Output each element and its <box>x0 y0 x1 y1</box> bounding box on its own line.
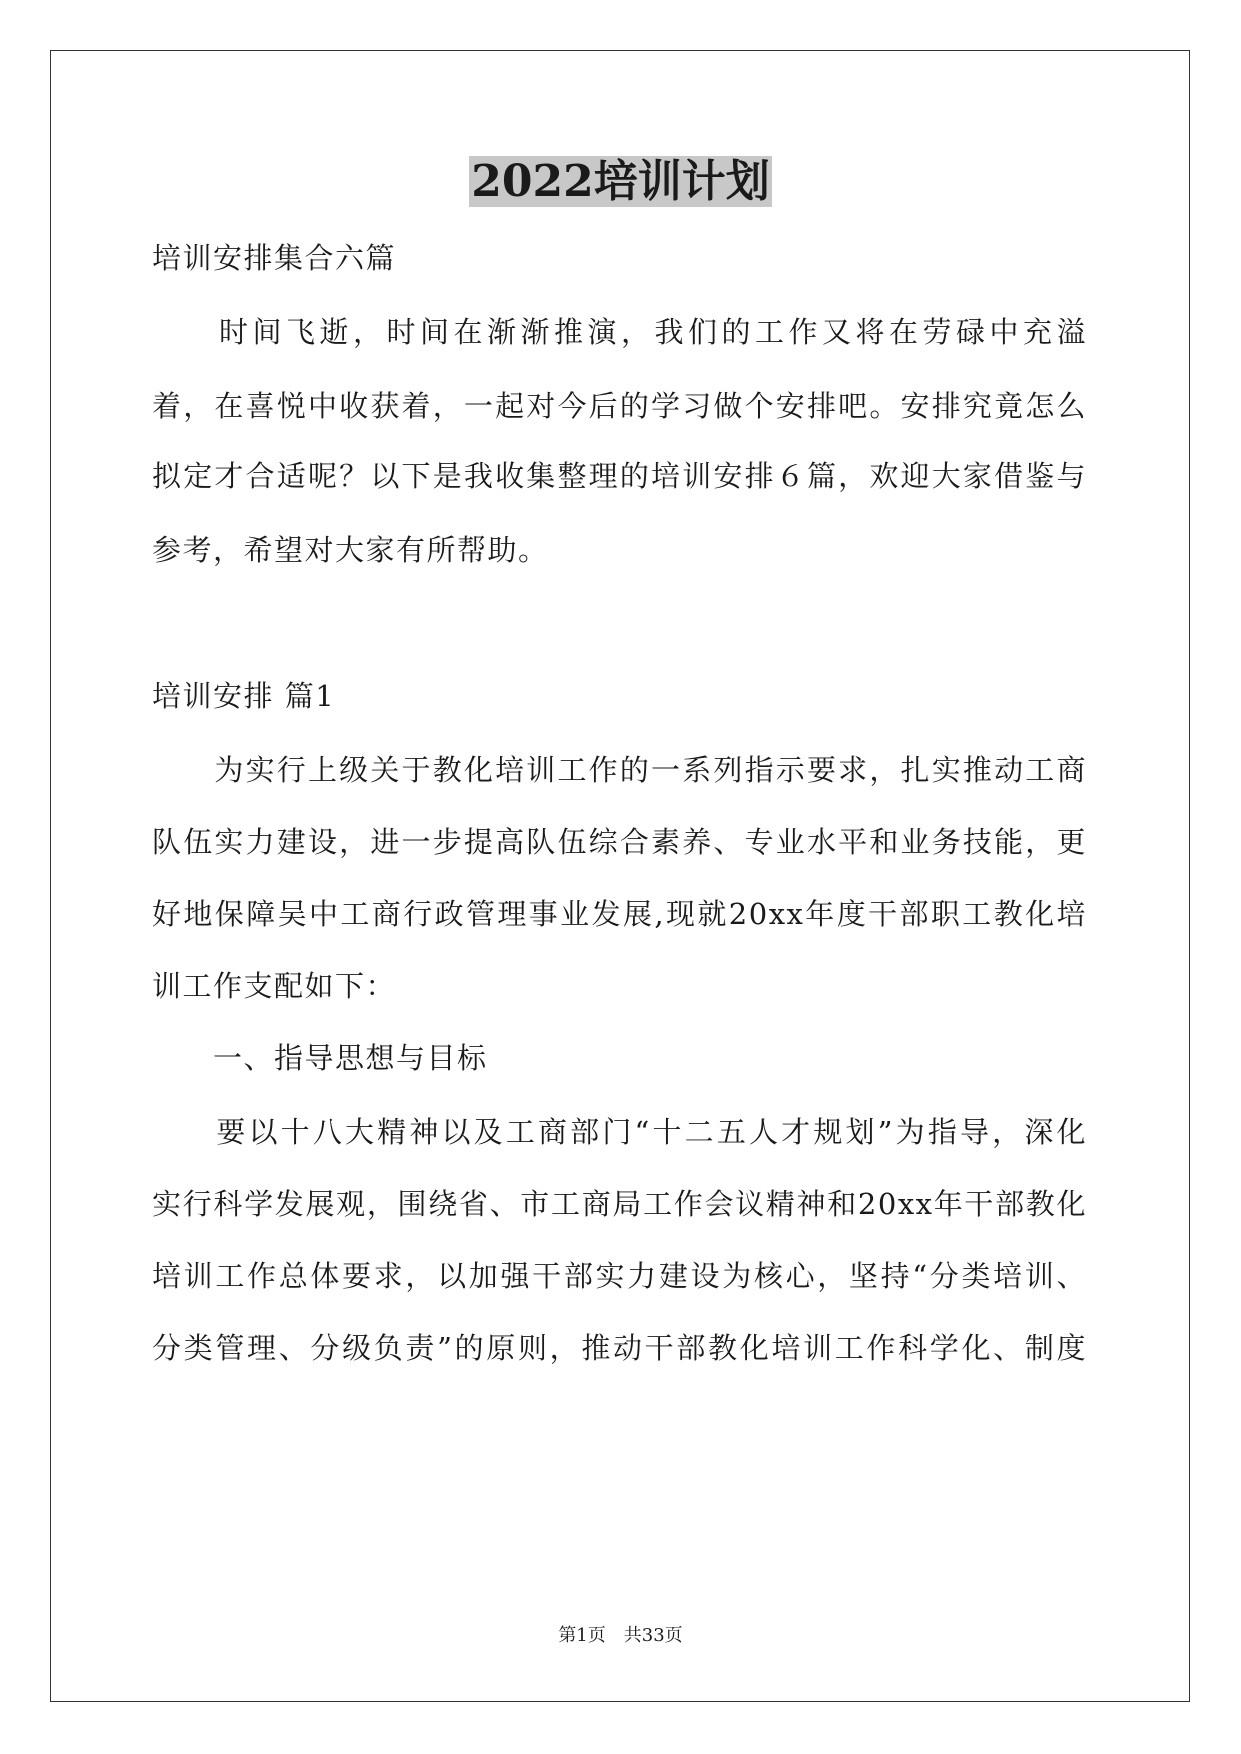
intro-line-2: 着，在喜悦中收获着，一起对今后的学习做个安排吧。安排究竟怎么 <box>152 389 1087 423</box>
document-title-text: 2022培训计划 <box>471 156 770 207</box>
section-line-4: 训工作支配如下： <box>152 969 397 1003</box>
section-line-9: 分类管理、分级负责”的原则，推动干部教化培训工作科学化、制度 <box>152 1331 1087 1365</box>
page-frame <box>50 50 1190 1702</box>
section-subheading-1: 一、指导思想与目标 <box>152 1041 488 1075</box>
section-line-1: 为实行上级关于教化培训工作的一系列指示要求，扎实推动工商 <box>152 753 1087 787</box>
intro-line-4: 参考，希望对大家有所帮助。 <box>152 533 549 567</box>
section-line-6: 要以十八大精神以及工商部门“十二五人才规划”为指导，深化 <box>152 1115 1087 1149</box>
section-line-8: 培训工作总体要求，以加强干部实力建设为核心，坚持“分类培训、 <box>152 1259 1087 1293</box>
intro-line-1: 时间飞逝，时间在渐渐推演，我们的工作又将在劳碌中充溢 <box>152 315 1087 349</box>
intro-line-3: 拟定才合适呢？以下是我收集整理的培训安排６篇，欢迎大家借鉴与 <box>152 459 1087 493</box>
page-footer: 第1页 共33页 <box>558 1625 683 1646</box>
document-title <box>0 152 1241 212</box>
section-heading: 培训安排 篇1 <box>152 679 336 713</box>
section-line-3: 好地保障吴中工商行政管理事业发展,现就20xx年度干部职工教化培 <box>152 897 1087 931</box>
section-line-7: 实行科学发展观，围绕省、市工商局工作会议精神和20xx年干部教化 <box>152 1187 1087 1221</box>
section-line-2: 队伍实力建设，进一步提高队伍综合素养、专业水平和业务技能，更 <box>152 825 1087 859</box>
document-subtitle: 培训安排集合六篇 <box>152 241 397 275</box>
